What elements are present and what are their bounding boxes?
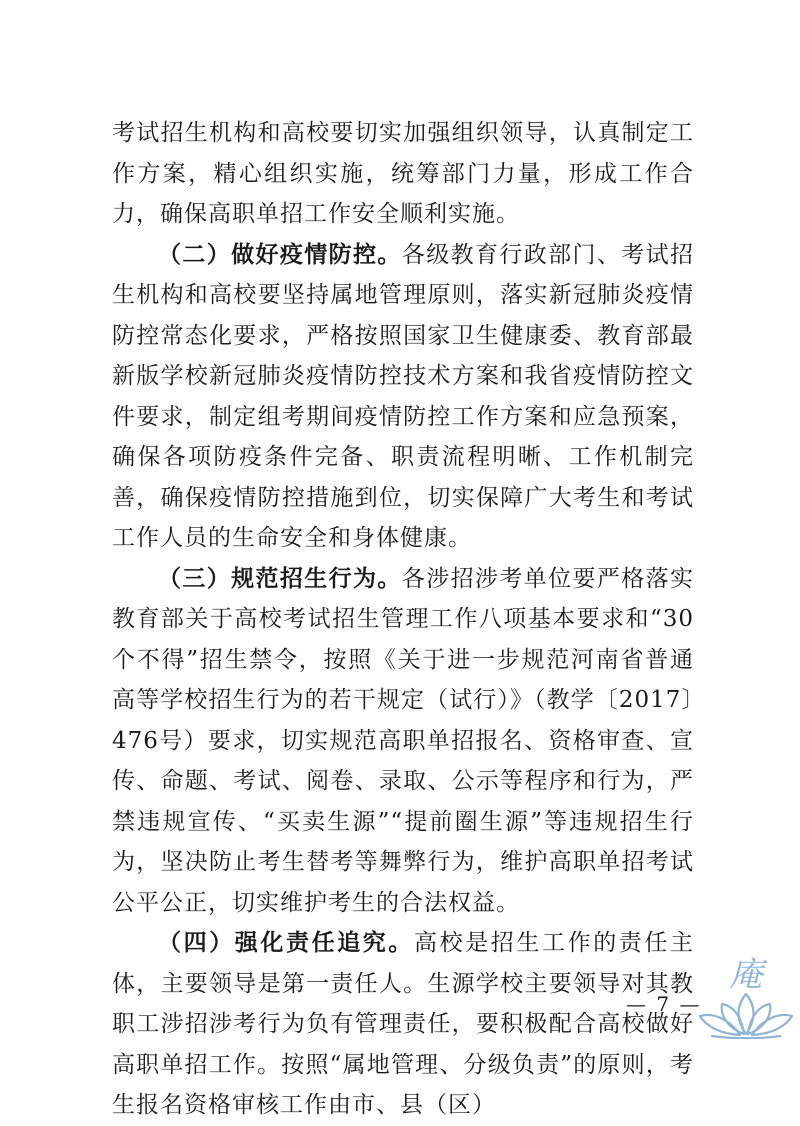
paragraph-4-text: 高校是招生工作的责任主体，主要领导是第一责任人。生源学校主要领导对其教职工涉招涉考行为负有管理责任，要积极配合高校做好高职单招工作。按照“属地管理、分级负责”的原则，考生报名资格审核工作由市、县（区） [112, 930, 695, 1118]
paragraph-1 [112, 113, 694, 235]
paragraph-2-heading: （二）做好疫情防控。 [158, 240, 402, 268]
paragraph-1-text: 考试招生机构和高校要切实加强组织领导，认真制定工作方案，精心组织实施，统筹部门力量，形成工作合力，确保高职单招工作安全顺利实施。 [112, 120, 694, 227]
paragraph-4-heading: （四）强化责任追究。 [158, 929, 414, 956]
paragraph-4 [112, 923, 694, 1126]
paragraph-3-heading: （三）规范招生行为。 [158, 564, 402, 592]
body-text [112, 113, 694, 1126]
paragraph-2 [112, 235, 694, 559]
page-number: — 7 — [626, 992, 702, 1016]
paragraph-3-text: 各涉招涉考单位要严格落实教育部关于高校考试招生管理工作八项基本要求和“30个不得”招生禁令，按照《关于进一步规范河南省普通高等学校招生行为的若干规定（试行）》（教学〔2017〕476号）要求，切实规范高职单招报名、资格审查、宣传、命题、考试、阅卷、录取、公示等程序和行为，严禁违规宣传、“买卖生源”“提前圈生源”等违规招生行为，坚决防止考生替考等舞弊行为，维护高职单招考试公平公正，切实维护考生的合法权益。 [112, 565, 695, 916]
lotus-watermark-icon [692, 942, 800, 1039]
paragraph-2-text: 各级教育行政部门、考试招生机构和高校要坚持属地管理原则，落实新冠肺炎疫情防控常态化要求，严格按照国家卫生健康委、教育部最新版学校新冠肺炎疫情防控技术方案和我省疫情防控文件要求，制定组考期间疫情防控工作方案和应急预案，确保各项防疫条件完备、职责流程明晰、工作机制完善，确保疫情防控措施到位，切实保障广大考生和考试工作人员的生命安全和身体健康。 [112, 241, 695, 551]
paragraph-3 [112, 559, 694, 924]
watermark-glyph: 庵 [729, 955, 763, 995]
